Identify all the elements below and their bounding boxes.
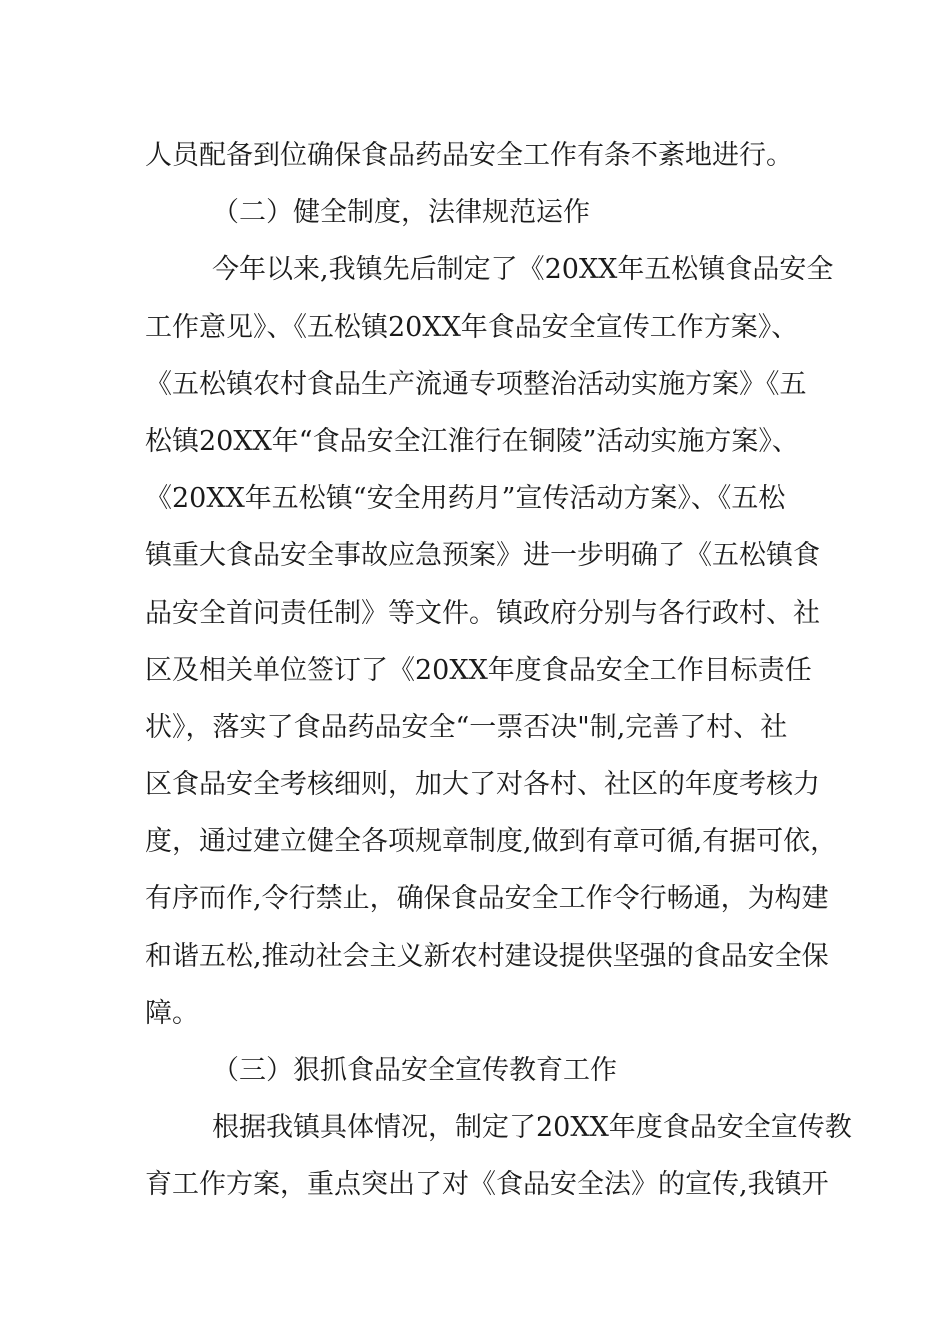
text-line: 区及相关单位签订了《20XX年度食品安全工作目标责任 bbox=[145, 654, 812, 686]
text-line: 状》，落实了食品药品安全“一票否决"制,完善了村、社 bbox=[145, 711, 788, 743]
text-line: 镇重大食品安全事故应急预案》进一步明确了《五松镇食 bbox=[145, 540, 820, 572]
text-line: 松镇20XX年“食品安全江淮行在铜陵”活动实施方案》、 bbox=[145, 425, 799, 457]
text-line: 人员配备到位确保食品药品安全工作有条不紊地进行。 bbox=[145, 140, 793, 171]
text-line: 区食品安全考核细则，加大了对各村、社区的年度考核力 bbox=[145, 769, 820, 801]
text-line: 和谐五松,推动社会主义新农村建设提供坚强的食品安全保 bbox=[145, 940, 829, 972]
text-line: 品安全首问责任制》等文件。镇政府分别与各行政村、社 bbox=[145, 597, 820, 629]
section-heading: （三）狠抓食品安全宣传教育工作 bbox=[212, 1055, 617, 1086]
text-line: 《20XX年五松镇“安全用药月”宣传活动方案》、《五松 bbox=[145, 483, 786, 515]
body-text bbox=[145, 127, 852, 1214]
text-line: 《五松镇农村食品生产流通专项整治活动实施方案》《五 bbox=[145, 368, 807, 400]
text-line: 今年以来,我镇先后制定了《20XX年五松镇食品安全 bbox=[212, 254, 834, 286]
text-line: 障。 bbox=[145, 997, 199, 1029]
text-line: 工作意见》、《五松镇20XX年食品安全宣传工作方案》、 bbox=[145, 311, 799, 343]
section-heading: （二）健全制度，法律规范运作 bbox=[212, 197, 590, 229]
text-line: 育工作方案，重点突出了对《食品安全法》的宣传,我镇开 bbox=[145, 1169, 829, 1201]
text-line: 度，通过建立健全各项规章制度,做到有章可循,有据可依， bbox=[145, 826, 838, 858]
text-line: 根据我镇具体情况，制定了20XX年度食品安全宣传教 bbox=[212, 1112, 852, 1144]
text-line: 有序而作,令行禁止，确保食品安全工作令行畅通，为构建 bbox=[145, 883, 829, 915]
